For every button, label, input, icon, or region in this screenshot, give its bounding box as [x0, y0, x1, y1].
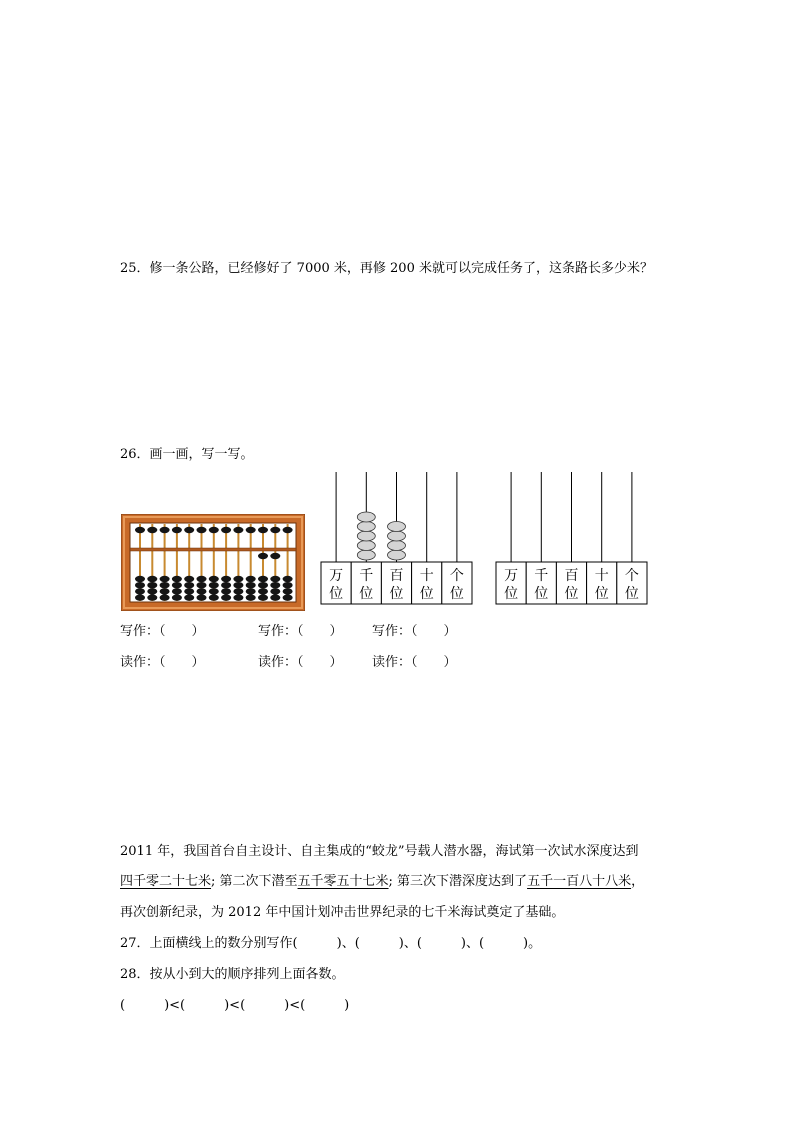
counter-bead [388, 522, 406, 532]
read-answer-2[interactable]: 读作：（ ） [258, 655, 343, 670]
abacus-bead [135, 576, 145, 582]
question-28 [120, 965, 345, 985]
abacus-bead [209, 576, 219, 582]
question-text[interactable]: 上面横线上的数分别写作( )、( )、( )、( )。 [149, 936, 542, 951]
question-25 [120, 259, 653, 279]
place-label-bottom: 位 [504, 586, 519, 602]
abacus-bead [233, 594, 243, 600]
abacus-bead [221, 582, 231, 588]
abacus-bead [283, 588, 293, 594]
question-text: 按从小到大的顺序排列上面各数。 [149, 967, 345, 982]
write-answer-1[interactable]: 写作：（ ） [120, 624, 205, 639]
abacus-bead [184, 588, 194, 594]
abacus-beam [130, 548, 296, 551]
question-26 [120, 445, 254, 465]
question-27 [120, 934, 541, 954]
abacus-bead [135, 588, 145, 594]
place-label-top: 个 [624, 568, 639, 584]
abacus-bead [172, 582, 182, 588]
counter-chart-1 [319, 470, 477, 606]
place-label-bottom: 位 [389, 586, 404, 602]
place-label-top: 千 [534, 568, 549, 584]
abacus-bead [258, 527, 268, 533]
counter-bead [357, 531, 375, 541]
abacus-bead [258, 553, 268, 559]
abacus-bead [283, 576, 293, 582]
abacus-bead [172, 576, 182, 582]
abacus-bead [270, 588, 280, 594]
place-label-top: 百 [564, 568, 579, 584]
abacus-bead [283, 594, 293, 600]
abacus-bead [209, 527, 219, 533]
question-number: 25． [120, 261, 150, 276]
abacus-bead [246, 594, 256, 600]
counter-bead [388, 541, 406, 551]
place-label-bottom: 位 [419, 586, 434, 602]
counter-bead [388, 550, 406, 560]
write-answer-3[interactable]: 写作：（ ） [372, 624, 457, 639]
question-number: 27． [120, 936, 150, 951]
place-label-top: 十 [419, 568, 434, 584]
passage-line-1: 2011 年，我国首台自主设计、自主集成的“蛟龙”号载人潜水器，海试第一次试水深度达到 [120, 844, 639, 859]
abacus-bead [221, 588, 231, 594]
place-label-top: 十 [594, 568, 609, 584]
abacus-bead [197, 588, 207, 594]
abacus-bead [233, 588, 243, 594]
abacus-bead [172, 527, 182, 533]
abacus-bead [197, 582, 207, 588]
place-label-bottom: 位 [534, 586, 549, 602]
counter-bead [357, 550, 375, 560]
underlined-number-3: 五千一百八十八米 [527, 874, 632, 889]
abacus-bead [209, 588, 219, 594]
passage-line-3: 再次创新纪录，为 2012 年中国计划冲击世界纪录的七千米海试奠定了基础。 [120, 905, 565, 920]
abacus-bead [184, 582, 194, 588]
abacus-image [121, 514, 305, 611]
abacus-bead [283, 582, 293, 588]
ordering-answer[interactable]: ( )<( )<( )<( ) [120, 998, 350, 1013]
abacus-bead [270, 576, 280, 582]
question-text: 修一条公路，已经修好了 7000 米，再修 200 米就可以完成任务了，这条路长多少米？ [149, 261, 653, 276]
question-number: 28． [120, 967, 150, 982]
place-label-top: 百 [389, 568, 404, 584]
abacus-bead [258, 576, 268, 582]
place-label-bottom: 位 [449, 586, 464, 602]
counter-bead [357, 512, 375, 522]
abacus-bead [221, 527, 231, 533]
abacus-bead [147, 582, 157, 588]
counter-bead [357, 541, 375, 551]
place-label-top: 万 [504, 568, 519, 584]
underlined-number-2: 五千零五十七米 [297, 874, 389, 889]
abacus-bead [233, 576, 243, 582]
place-label-bottom: 位 [359, 586, 374, 602]
underlined-number-1: 四千零二十七米 [120, 874, 212, 889]
abacus-bead [258, 588, 268, 594]
counter-beads [357, 512, 405, 560]
abacus-bead [160, 582, 170, 588]
abacus-bead [270, 594, 280, 600]
question-text: 画一画，写一写。 [149, 447, 254, 462]
abacus-bead [246, 527, 256, 533]
abacus-bead [221, 576, 231, 582]
abacus-bead [184, 576, 194, 582]
abacus-bead [172, 588, 182, 594]
abacus-bead [135, 527, 145, 533]
abacus-bead [233, 582, 243, 588]
abacus-bead [197, 594, 207, 600]
abacus-bead [246, 582, 256, 588]
abacus-bead [270, 553, 280, 559]
counter-chart-2 [494, 470, 652, 606]
abacus-bead [197, 527, 207, 533]
write-answer-2[interactable]: 写作：（ ） [258, 624, 343, 639]
abacus-bead [147, 527, 157, 533]
read-answer-1[interactable]: 读作：（ ） [120, 655, 205, 670]
place-label-top: 千 [359, 568, 374, 584]
counter-rods [511, 472, 632, 562]
abacus-bead [258, 582, 268, 588]
abacus-bead [283, 527, 293, 533]
place-label-top: 万 [329, 568, 344, 584]
question-number: 26． [120, 447, 150, 462]
abacus-bead [147, 594, 157, 600]
abacus-bead [221, 594, 231, 600]
abacus-bead [135, 582, 145, 588]
counter-bead [357, 522, 375, 532]
place-label-bottom: 位 [594, 586, 609, 602]
place-label-bottom: 位 [624, 586, 639, 602]
abacus-bead [197, 576, 207, 582]
place-value-labels [496, 562, 647, 604]
abacus-bead [246, 588, 256, 594]
abacus-bead [160, 594, 170, 600]
abacus-bead [135, 594, 145, 600]
read-answer-3[interactable]: 读作：（ ） [372, 655, 457, 670]
abacus-bead [184, 594, 194, 600]
place-label-bottom: 位 [329, 586, 344, 602]
abacus-bead [258, 594, 268, 600]
counter-bead [388, 531, 406, 541]
abacus-bead [172, 594, 182, 600]
abacus-bead [270, 527, 280, 533]
abacus-bead [184, 527, 194, 533]
place-label-top: 个 [449, 568, 464, 584]
abacus-bead [160, 576, 170, 582]
abacus-bead [160, 527, 170, 533]
abacus-bead [147, 588, 157, 594]
passage-line-2: 四千零二十七米; 第二次下潜至五千零五十七米; 第三次下潜深度达到了五千一百八十八米， [120, 874, 645, 889]
abacus-bead [233, 527, 243, 533]
abacus-bead [147, 576, 157, 582]
place-label-bottom: 位 [564, 586, 579, 602]
abacus-bead [270, 582, 280, 588]
abacus-bead [209, 582, 219, 588]
abacus-bead [160, 588, 170, 594]
abacus-bead [246, 576, 256, 582]
abacus-bead [209, 594, 219, 600]
place-value-labels [321, 562, 472, 604]
